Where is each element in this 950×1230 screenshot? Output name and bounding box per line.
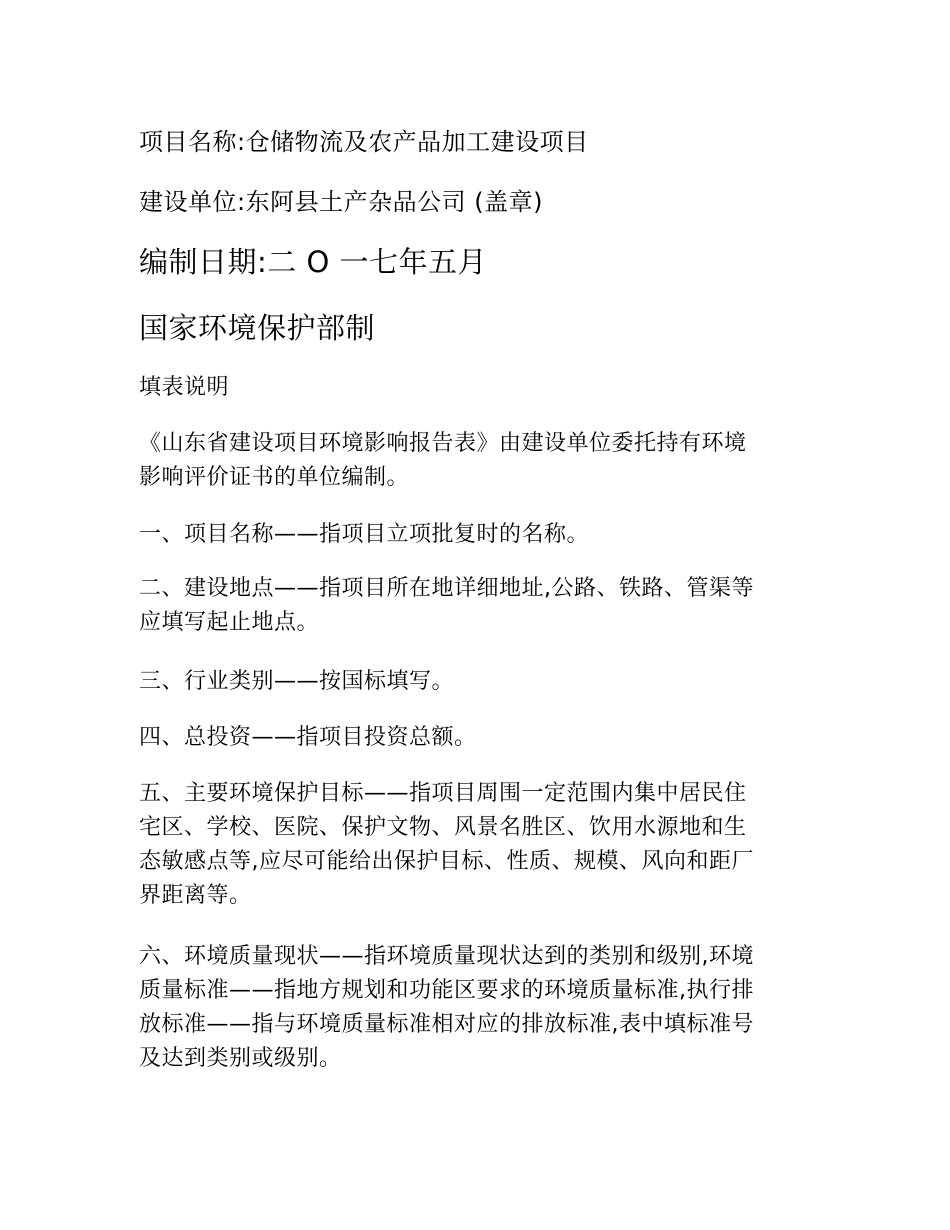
project-name-line: 项目名称:仓储物流及农产品加工建设项目 — [139, 128, 589, 156]
intro-paragraph — [139, 427, 829, 495]
instructions-title: 填表说明 — [139, 375, 230, 400]
item-paragraph — [139, 940, 829, 1076]
item-paragraph — [139, 721, 829, 755]
item-line: 二、建设地点——指项目所在地详细地址,公路、铁路、管渠等 — [139, 576, 754, 601]
item-line: 一、项目名称——指项目立项批复时的名称。 — [139, 522, 590, 547]
issuer-line: 国家环境保护部制 — [139, 311, 376, 345]
item-line: 态敏感点等,应尽可能给出保护目标、性质、规模、风向和距厂 — [139, 849, 754, 874]
item-paragraph — [139, 665, 829, 699]
item-line: 宅区、学校、医院、保护文物、风景名胜区、饮用水源地和生 — [139, 815, 747, 840]
item-paragraph — [139, 777, 829, 913]
item-line: 界距离等。 — [139, 883, 252, 908]
item-line: 五、主要环境保护目标——指项目周围一定范围内集中居民住 — [139, 781, 747, 806]
intro-line: 《山东省建设项目环境影响报告表》由建设单位委托持有环境 — [139, 431, 747, 456]
item-line: 质量标准——指地方规划和功能区要求的环境质量标准,执行排 — [139, 978, 754, 1003]
item-line: 三、行业类别——按国标填写。 — [139, 669, 455, 694]
item-line: 六、环境质量现状——指环境质量现状达到的类别和级别,环境 — [139, 944, 754, 969]
item-paragraph — [139, 518, 829, 552]
item-line: 及达到类别或级别。 — [139, 1046, 342, 1071]
item-line: 放标准——指与环境质量标准相对应的排放标准,表中填标准号 — [139, 1012, 754, 1037]
item-paragraph — [139, 572, 829, 640]
date-line: 编制日期:二 O 一七年五月 — [139, 245, 488, 279]
item-line: 应填写起止地点。 — [139, 610, 320, 635]
builder-line: 建设单位:东阿县土产杂品公司 (盖章) — [139, 188, 543, 216]
item-line: 四、总投资——指项目投资总额。 — [139, 725, 477, 750]
intro-line: 影响评价证书的单位编制。 — [139, 465, 410, 490]
